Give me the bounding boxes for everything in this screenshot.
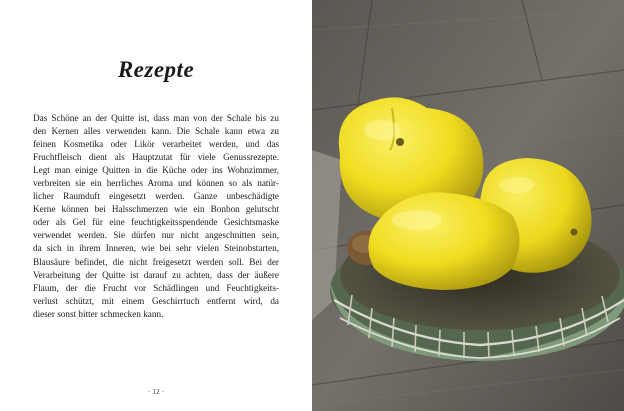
- body-paragraph: [33, 112, 279, 321]
- body-line: da sich in ihrem Inneren, wie bei sehr vielen Steinobstarten,: [33, 243, 279, 254]
- body-line: Blausäure befindet, die nicht freigesetzt werden soll. Bei der: [33, 256, 279, 267]
- body-line: dieser sonst bitter schmecken kann.: [33, 308, 164, 319]
- page-number: · 12 ·: [147, 387, 165, 396]
- body-line: Das Schöne an der Quitte ist, dass man von der Schale bis zu: [33, 113, 279, 123]
- body-line: verwendet werden. Sie dürfen nur nicht angeschnitten sein,: [33, 230, 279, 241]
- body-line: Flaum, der die Frucht vor Schädlingen und Feuchtigkeits-: [33, 282, 279, 293]
- quince-photo: [312, 0, 624, 411]
- body-line: licher Raumduft eingesetzt werden. Ganze unbeschädigte: [33, 191, 279, 202]
- page-title: Rezepte: [117, 57, 195, 82]
- body-line: Legt man einige Quitten in die Küche oder ins Wohnzimmer,: [33, 165, 279, 176]
- body-line: oder als Gel für eine feuchtigkeitsspendende Gesichtsmaske: [33, 217, 279, 228]
- body-line: Verarbeitung der Quitte ist darauf zu achten, dass der äußere: [33, 269, 279, 280]
- body-line: Kerne können bei Halsschmerzen wie ein Bonbon gelutscht: [33, 204, 279, 215]
- body-line: verlust schützt, mit einem Geschirrtuch entfernt wird, da: [33, 295, 279, 306]
- body-line: verbreiten sie ein herrliches Aroma und können so als natür-: [33, 178, 279, 189]
- body-line: den Kernen alles verwenden kann. Die Schale kann etwa zu: [33, 126, 279, 137]
- photo-illustration: [312, 0, 624, 411]
- body-line: feinen Kosmetika oder Likör verarbeitet werden, und das: [33, 139, 279, 150]
- body-line: Fruchtfleisch dient als Hauptzutat für viele Genussrezepte.: [33, 152, 279, 163]
